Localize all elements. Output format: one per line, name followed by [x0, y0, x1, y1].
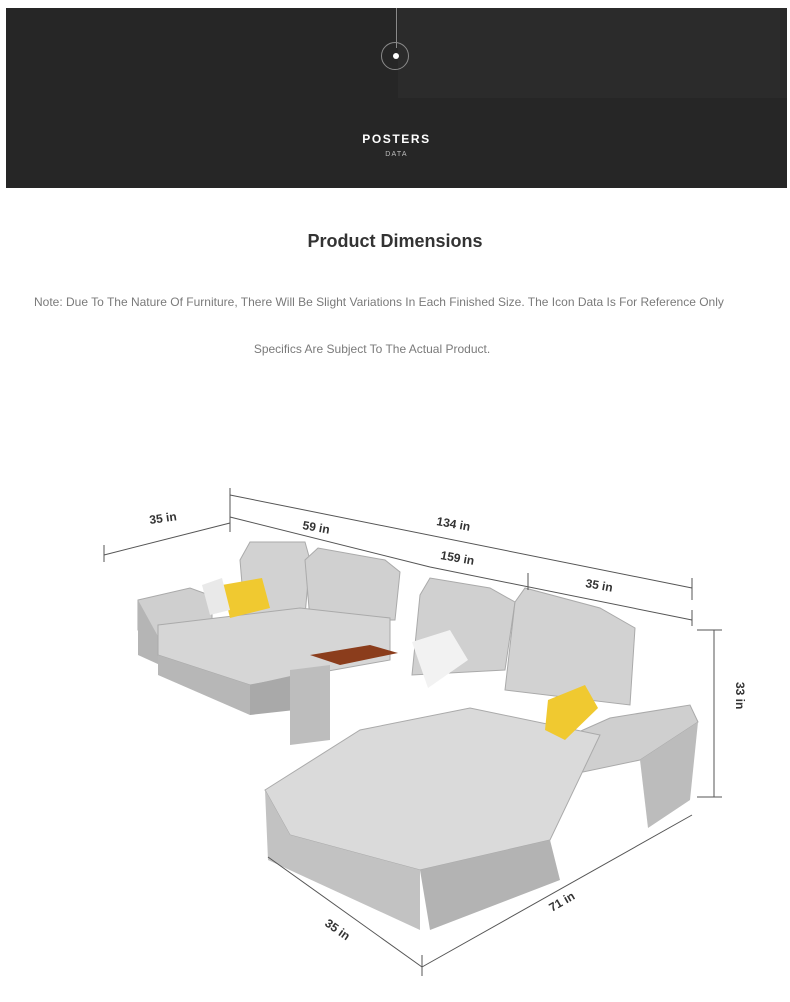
- dim-label-chaise-length: 71 in: [546, 888, 578, 915]
- note-line-2: Specifics Are Subject To The Actual Product.: [253, 342, 491, 356]
- header-banner: [6, 8, 787, 188]
- page-title: Product Dimensions: [307, 231, 483, 251]
- banner-subtitle: DATA: [385, 151, 408, 158]
- dot-icon: [393, 53, 399, 59]
- dim-label-right-section-width: 35 in: [584, 576, 614, 595]
- note-line-1: Note: Due To The Nature Of Furniture, There Will Be Slight Variations In Each Finished Size. The Icon Data Is For Reference Only: [34, 295, 724, 309]
- dim-label-chaise-depth: 35 in: [322, 915, 353, 944]
- banner-shade: [398, 8, 787, 98]
- dim-label-total-width: 159 in: [439, 548, 476, 568]
- dim-label-height: 33 in: [733, 682, 747, 710]
- dim-label-left-seat-width: 59 in: [301, 518, 331, 537]
- sofa-dimension-diagram: [0, 460, 790, 1000]
- dim-label-back-width: 134 in: [435, 514, 472, 534]
- banner-title: POSTERS: [362, 132, 431, 146]
- sofa-illustration: [138, 542, 698, 930]
- dim-label-arm-depth: 35 in: [148, 509, 178, 527]
